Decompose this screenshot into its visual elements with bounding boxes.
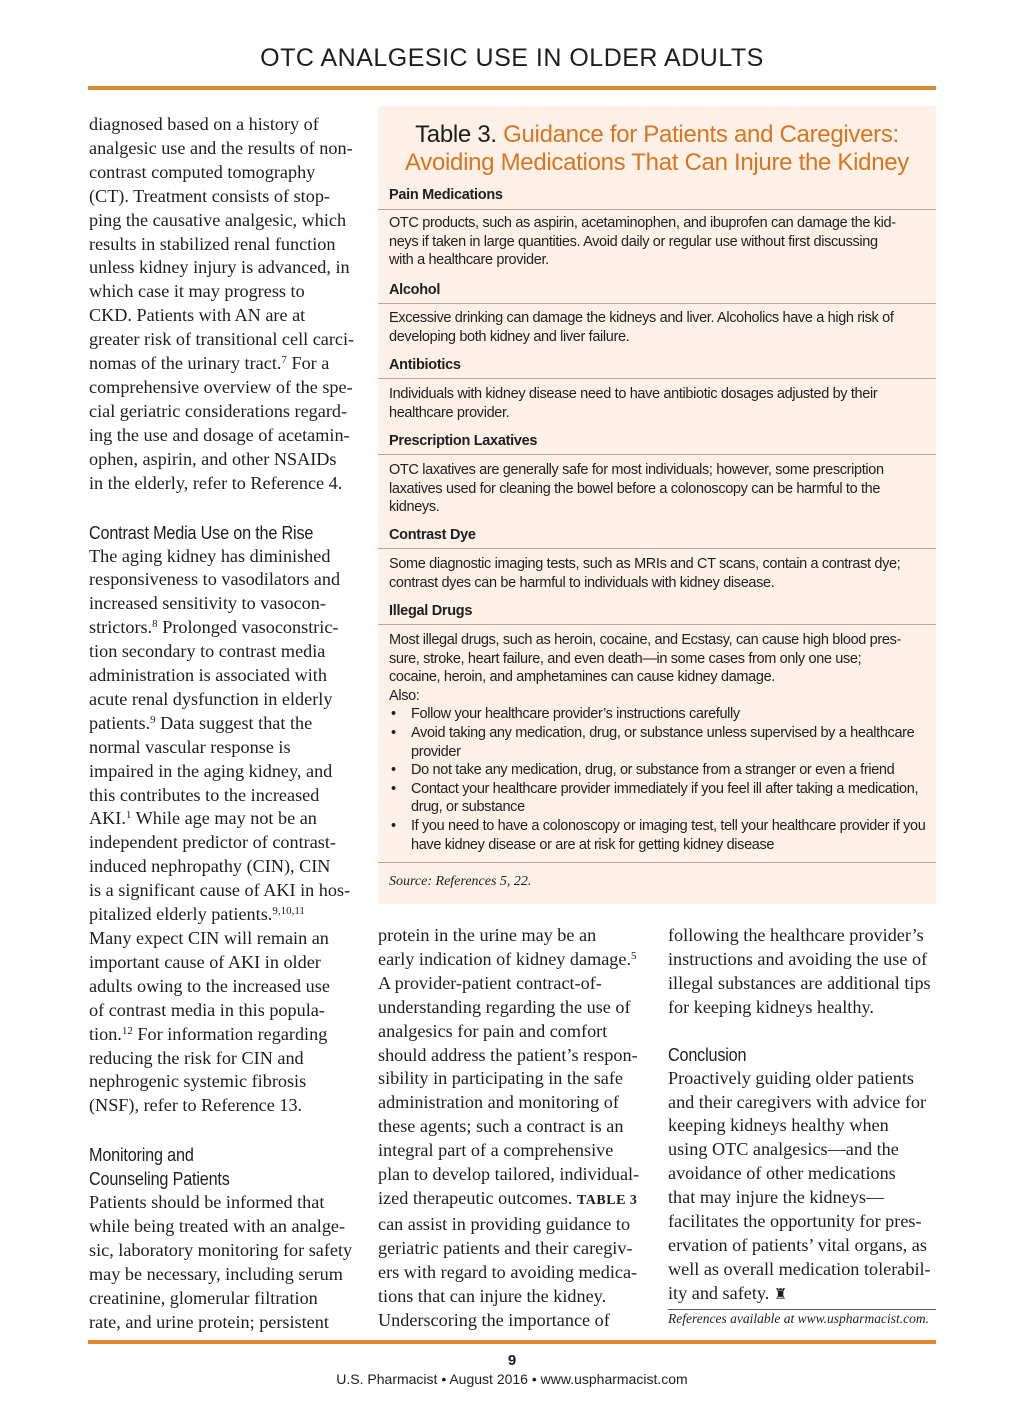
section-heading: Conclusion [668, 1044, 747, 1065]
table-divider [378, 548, 936, 549]
paragraph: The aging kidney has diminished responsiveness to vasodilators and increased sensitivity to vasocon- strictors.$^8$ Prolonged vasoconstric- tion secondary to contrast media administration is associated with acute renal dysfunction in elderly patients.$^9$ Data suggest that the normal vascular response is impaired in the aging kidney, and this contributes to the increased AKI.$^1$ While age may not be an independent predictor of contrast- induced nephropathy (CIN), CIN is a significant cause of AKI in hos- pitalized elderly patients.$^{9,10,11}$ Many expect CIN will remain an important cause of AKI in older adults owing to the increased use of contrast media in this popula- tion.$^{12}$ For information regarding reducing the risk for CIN and nephrogenic systemic fibrosis (NSF), refer to Reference 13. [89, 545, 351, 1116]
footer-rule [88, 1340, 936, 1344]
table-section-heading: Prescription Laxatives [389, 433, 538, 449]
middle-column [378, 924, 650, 1332]
paragraph: Patients should be informed that while being treated with an analge- sic, laboratory monitoring for safety may be necessary, including serum creatinine, glomerular filtration rate, and urine protein; persistent [89, 1192, 353, 1332]
table-title [378, 121, 936, 177]
table-section-heading: Alcohol [389, 282, 441, 298]
table-section-body: OTC laxatives are generally safe for most individuals; however, some prescription laxatives used for cleaning the bowel before a colonoscopy can be harmful to the kidneys. [389, 462, 884, 516]
running-head: OTC ANALGESIC USE IN OLDER ADULTS [260, 44, 764, 72]
table-divider [378, 454, 936, 455]
table-title-line2: Avoiding Medications That Can Injure the Kidney [405, 149, 909, 176]
table-section-body: OTC products, such as aspirin, acetaminophen, and ibuprofen can damage the kid- neys if taken in large quantities. Avoid daily or regular use without first discussing with a healthcare provider. [389, 215, 896, 269]
citation: 5 [631, 949, 637, 962]
table-title-line1: Guidance for Patients and Caregivers: [503, 121, 899, 148]
table-section-heading: Pain Medications [389, 187, 503, 203]
table-3 [378, 106, 936, 904]
paragraph: diagnosed based on a history of analgesic use and the results of non- contrast computed tomography (CT). Treatment consists of stop- ping the causative analgesic, which results in stabilized renal function unless kidney injury is advanced, in which case it may progress to CKD. Patients with AN are at greater risk of transitional cell carci- nomas of the urinary tract.$^7$ For a comprehensive overview of the spe- cial geriatric considerations regard- ing the use and dosage of acetamin- ophen, aspirin, and other NSAIDs in the elderly, refer to Reference 4. [89, 114, 355, 493]
header-rule [88, 86, 936, 90]
footer-publication: U.S. Pharmacist • August 2016 • www.uspharmacist.com [336, 1371, 688, 1387]
citation: 9,10,11 [272, 905, 305, 918]
paragraph: Proactively guiding older patients and their caregivers with advice for keeping kidneys healthy when using OTC analgesics—and the avoidance of other medications that may injure the kidneys— facilitates the opportunity for pres- ervation of patients’ vital organs, as well as overall medication tolerabil- ity and safety. ♜ [668, 1067, 931, 1303]
table-divider [378, 624, 936, 625]
list-item: • Do not take any medication, drug, or substance from a stranger or even a friend [389, 761, 929, 780]
table-divider [378, 378, 936, 379]
list-item: • Follow your healthcare provider’s instructions carefully [389, 705, 929, 724]
section-heading: Contrast Media Use on the Rise [89, 522, 314, 543]
citation: 1 [125, 809, 132, 822]
table-section-heading: Contrast Dye [389, 527, 476, 543]
table-source: Source: References 5, 22. [389, 874, 532, 889]
citation: 8 [152, 618, 158, 631]
paragraph: protein in the urine may be an early indication of kidney damage.$^5$ A provider-patient contract-of- understanding regarding the use of analgesics for pain and comfort should address the patient’s respon- sibility in participating in the safe administration and monitoring of these agents; such a contract is an integral part of a comprehensive plan to develop tailored, individual- ized therapeutic outcomes. TABLE 3 can assist in providing guidance to geriatric patients and their caregiv- ers with regard to avoiding medica- tions that can injure the kidney. Underscoring the importance of [378, 925, 640, 1330]
table-reference: TABLE 3 [576, 1192, 638, 1208]
references-divider [668, 1309, 936, 1310]
left-column [89, 113, 361, 1335]
section-heading-line2: Counseling Patients [89, 1169, 230, 1190]
section-heading: Monitoring and [89, 1145, 194, 1166]
table-section-heading: Antibiotics [389, 357, 461, 373]
citation: 9 [150, 713, 156, 726]
table-divider [378, 209, 936, 210]
table-section-body: Some diagnostic imaging tests, such as MRIs and CT scans, contain a contrast dye; contrast dyes can be harmful to individuals with kidney disease. [389, 556, 901, 591]
list-item: • Avoid taking any medication, drug, or substance unless supervised by a healthcare provider [389, 724, 929, 761]
table-number: Table 3. [415, 121, 497, 148]
list-item: • If you need to have a colonoscopy or imaging test, tell your healthcare provider if you have kidney disease or are at risk for getting kidney disease [389, 817, 929, 854]
references-note: References available at www.uspharmacist.com. [668, 1311, 929, 1326]
right-column [668, 924, 936, 1307]
citation: 12 [121, 1024, 133, 1037]
table-divider [378, 303, 936, 304]
table-section-body: Individuals with kidney disease need to have antibiotic dosages adjusted by their healthcare provider. [389, 386, 878, 421]
table-divider [378, 862, 936, 863]
citation: 7 [281, 354, 287, 367]
page-number: 9 [507, 1352, 517, 1369]
bullet-list [389, 705, 929, 854]
table-section-body: Excessive drinking can damage the kidneys and liver. Alcoholics have a high risk of developing both kidney and liver failure. [389, 310, 894, 345]
table-section-heading: Illegal Drugs [389, 603, 473, 619]
paragraph: following the healthcare provider’s instructions and avoiding the use of illegal substances are additional tips for keeping kidneys healthy. [668, 925, 931, 1017]
table-section-body: Most illegal drugs, such as heroin, cocaine, and Ecstasy, can cause high blood pres- sure, stroke, heart failure, and even death—in some cases from only one use; cocaine, heroin, and amphetamines can cause kidney damage. Also: • Follow your healthcare provider’s instructions carefully • Avoid taking any medication, drug, or substance unless supervised by a healthcare provider • Do not take any medication, drug, or substance from a stranger or even a friend • Contact your healthcare provider immediately if you feel ill after taking a medication, drug, or substance • If you need to have a colonoscopy or imaging test, tell your healthcare provider if you have kidney disease or are at risk for getting kidney disease [389, 631, 929, 854]
end-mark-icon: ♜ [773, 1284, 788, 1303]
list-item: • Contact your healthcare provider immediately if you feel ill after taking a medication, drug, or substance [389, 780, 929, 817]
